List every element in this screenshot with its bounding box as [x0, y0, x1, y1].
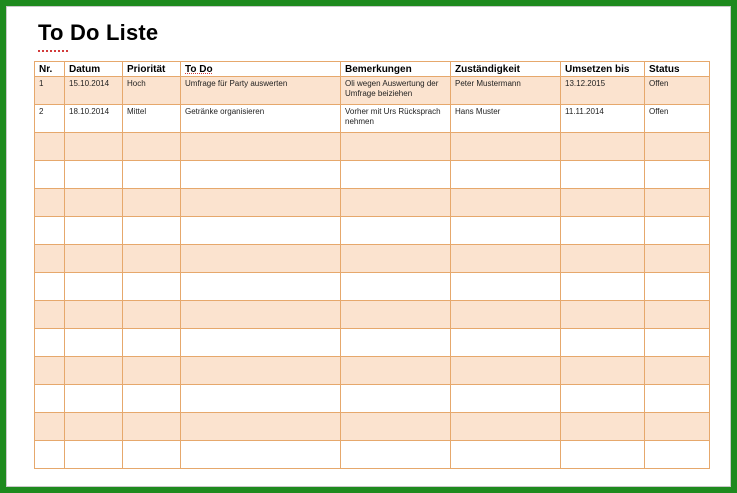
table-cell[interactable] — [341, 413, 451, 441]
table-cell[interactable]: Vorher mit Urs Rücksprach nehmen — [341, 105, 451, 133]
table-cell[interactable] — [561, 413, 645, 441]
table-cell[interactable] — [451, 161, 561, 189]
table-cell[interactable] — [35, 133, 65, 161]
table-cell[interactable] — [451, 245, 561, 273]
table-cell[interactable] — [65, 161, 123, 189]
table-cell[interactable] — [645, 357, 710, 385]
table-row — [35, 77, 710, 105]
table-cell[interactable] — [341, 245, 451, 273]
table-cell[interactable] — [35, 245, 65, 273]
header-nr: Nr. — [35, 62, 65, 77]
table-cell[interactable]: Offen — [645, 77, 710, 105]
spellcheck-underline — [38, 48, 68, 52]
header-umsetzen-bis: Umsetzen bis — [561, 62, 645, 77]
table-row — [35, 245, 710, 273]
header-todo: To Do — [181, 62, 341, 77]
table-cell[interactable] — [561, 301, 645, 329]
table-cell[interactable]: Hans Muster — [451, 105, 561, 133]
table-cell[interactable] — [561, 245, 645, 273]
table-cell[interactable] — [123, 217, 181, 245]
table-cell[interactable] — [451, 301, 561, 329]
table-cell[interactable] — [123, 133, 181, 161]
table-cell[interactable] — [65, 357, 123, 385]
table-cell[interactable] — [561, 385, 645, 413]
table-cell[interactable] — [123, 385, 181, 413]
table-cell[interactable] — [123, 357, 181, 385]
table-cell[interactable] — [65, 273, 123, 301]
table-cell[interactable] — [35, 357, 65, 385]
table-row — [35, 413, 710, 441]
table-cell[interactable] — [341, 189, 451, 217]
table-cell[interactable] — [341, 133, 451, 161]
table-cell[interactable] — [181, 441, 341, 469]
table-cell[interactable] — [181, 217, 341, 245]
table-cell[interactable] — [123, 413, 181, 441]
table-cell[interactable] — [181, 189, 341, 217]
table-cell[interactable] — [65, 413, 123, 441]
table-cell[interactable]: 15.10.2014 — [65, 77, 123, 105]
header-zustaendigkeit: Zuständigkeit — [451, 62, 561, 77]
table-cell[interactable] — [35, 161, 65, 189]
table-cell[interactable] — [645, 189, 710, 217]
table-row — [35, 105, 710, 133]
table-row — [35, 357, 710, 385]
table-cell[interactable]: 13.12.2015 — [561, 77, 645, 105]
table-cell[interactable]: 1 — [35, 77, 65, 105]
table-cell[interactable] — [645, 385, 710, 413]
table-cell[interactable] — [451, 189, 561, 217]
table-cell[interactable] — [123, 273, 181, 301]
table-cell[interactable] — [645, 301, 710, 329]
table-cell[interactable] — [35, 217, 65, 245]
table-cell[interactable] — [645, 133, 710, 161]
table-cell[interactable] — [35, 441, 65, 469]
table-row — [35, 441, 710, 469]
header-status: Status — [645, 62, 710, 77]
table-cell[interactable]: Mittel — [123, 105, 181, 133]
table-cell[interactable] — [341, 385, 451, 413]
table-cell[interactable] — [645, 329, 710, 357]
header-bemerkungen: Bemerkungen — [341, 62, 451, 77]
table-cell[interactable] — [645, 413, 710, 441]
table-row — [35, 273, 710, 301]
table-cell[interactable]: Hoch — [123, 77, 181, 105]
table-cell[interactable] — [341, 357, 451, 385]
table-cell[interactable] — [341, 329, 451, 357]
table-cell[interactable] — [65, 441, 123, 469]
table-body — [35, 77, 710, 469]
table-cell[interactable]: Peter Mustermann — [451, 77, 561, 105]
table-cell[interactable] — [65, 245, 123, 273]
table-row — [35, 385, 710, 413]
table-cell[interactable] — [561, 161, 645, 189]
table-cell[interactable]: Umfrage für Party auswerten — [181, 77, 341, 105]
table-row — [35, 189, 710, 217]
table-cell[interactable] — [123, 329, 181, 357]
table-cell[interactable] — [451, 217, 561, 245]
table-cell[interactable] — [181, 329, 341, 357]
table-cell[interactable] — [35, 301, 65, 329]
table-cell[interactable] — [181, 133, 341, 161]
table-cell[interactable]: Getränke organisieren — [181, 105, 341, 133]
table-cell[interactable] — [65, 301, 123, 329]
table-cell[interactable] — [561, 273, 645, 301]
document-title: To Do Liste — [38, 20, 159, 45]
table-cell[interactable] — [35, 329, 65, 357]
table-cell[interactable] — [561, 133, 645, 161]
table-cell[interactable] — [561, 217, 645, 245]
table-cell[interactable] — [561, 357, 645, 385]
table-row — [35, 301, 710, 329]
table-cell[interactable] — [645, 161, 710, 189]
table-cell[interactable] — [451, 413, 561, 441]
table-cell[interactable] — [561, 189, 645, 217]
table-cell[interactable] — [341, 217, 451, 245]
table-cell[interactable] — [35, 413, 65, 441]
table-cell[interactable] — [451, 357, 561, 385]
table-cell[interactable] — [181, 245, 341, 273]
table-cell[interactable] — [181, 413, 341, 441]
table-cell[interactable]: 18.10.2014 — [65, 105, 123, 133]
table-row — [35, 133, 710, 161]
todo-table — [34, 61, 710, 469]
header-datum: Datum — [65, 62, 123, 77]
table-cell[interactable] — [451, 385, 561, 413]
table-cell[interactable] — [123, 245, 181, 273]
table-cell[interactable] — [181, 357, 341, 385]
table-cell[interactable] — [65, 385, 123, 413]
table-cell[interactable] — [65, 329, 123, 357]
table-cell[interactable] — [181, 385, 341, 413]
table-row — [35, 329, 710, 357]
table-cell[interactable] — [451, 329, 561, 357]
table-cell[interactable] — [181, 301, 341, 329]
table-cell[interactable]: Offen — [645, 105, 710, 133]
table-cell[interactable] — [123, 161, 181, 189]
table-cell[interactable] — [561, 329, 645, 357]
table-cell[interactable] — [35, 273, 65, 301]
table-cell[interactable] — [65, 133, 123, 161]
table-cell[interactable] — [451, 273, 561, 301]
table-cell[interactable] — [181, 161, 341, 189]
table-cell[interactable] — [645, 441, 710, 469]
table-cell[interactable] — [451, 133, 561, 161]
table-cell[interactable] — [645, 273, 710, 301]
table-cell[interactable] — [65, 217, 123, 245]
table-cell[interactable] — [561, 441, 645, 469]
table-cell[interactable] — [341, 441, 451, 469]
table-row — [35, 161, 710, 189]
table-cell[interactable]: 11.11.2014 — [561, 105, 645, 133]
table-cell[interactable] — [123, 441, 181, 469]
table-cell[interactable] — [645, 245, 710, 273]
table-cell[interactable] — [35, 189, 65, 217]
table-cell[interactable] — [181, 273, 341, 301]
document-page — [6, 6, 731, 487]
table-cell[interactable] — [341, 161, 451, 189]
table-header-row — [35, 62, 710, 77]
table-cell[interactable] — [645, 217, 710, 245]
table-cell[interactable]: 2 — [35, 105, 65, 133]
table-cell[interactable] — [341, 273, 451, 301]
table-cell[interactable] — [123, 301, 181, 329]
table-row — [35, 217, 710, 245]
table-cell[interactable] — [341, 301, 451, 329]
table-cell[interactable] — [451, 441, 561, 469]
table-cell[interactable]: Oli wegen Auswertung der Umfrage beiziehen — [341, 77, 451, 105]
table-cell[interactable] — [65, 189, 123, 217]
table-cell[interactable] — [123, 189, 181, 217]
table-cell[interactable] — [35, 385, 65, 413]
header-prioritaet: Priorität — [123, 62, 181, 77]
